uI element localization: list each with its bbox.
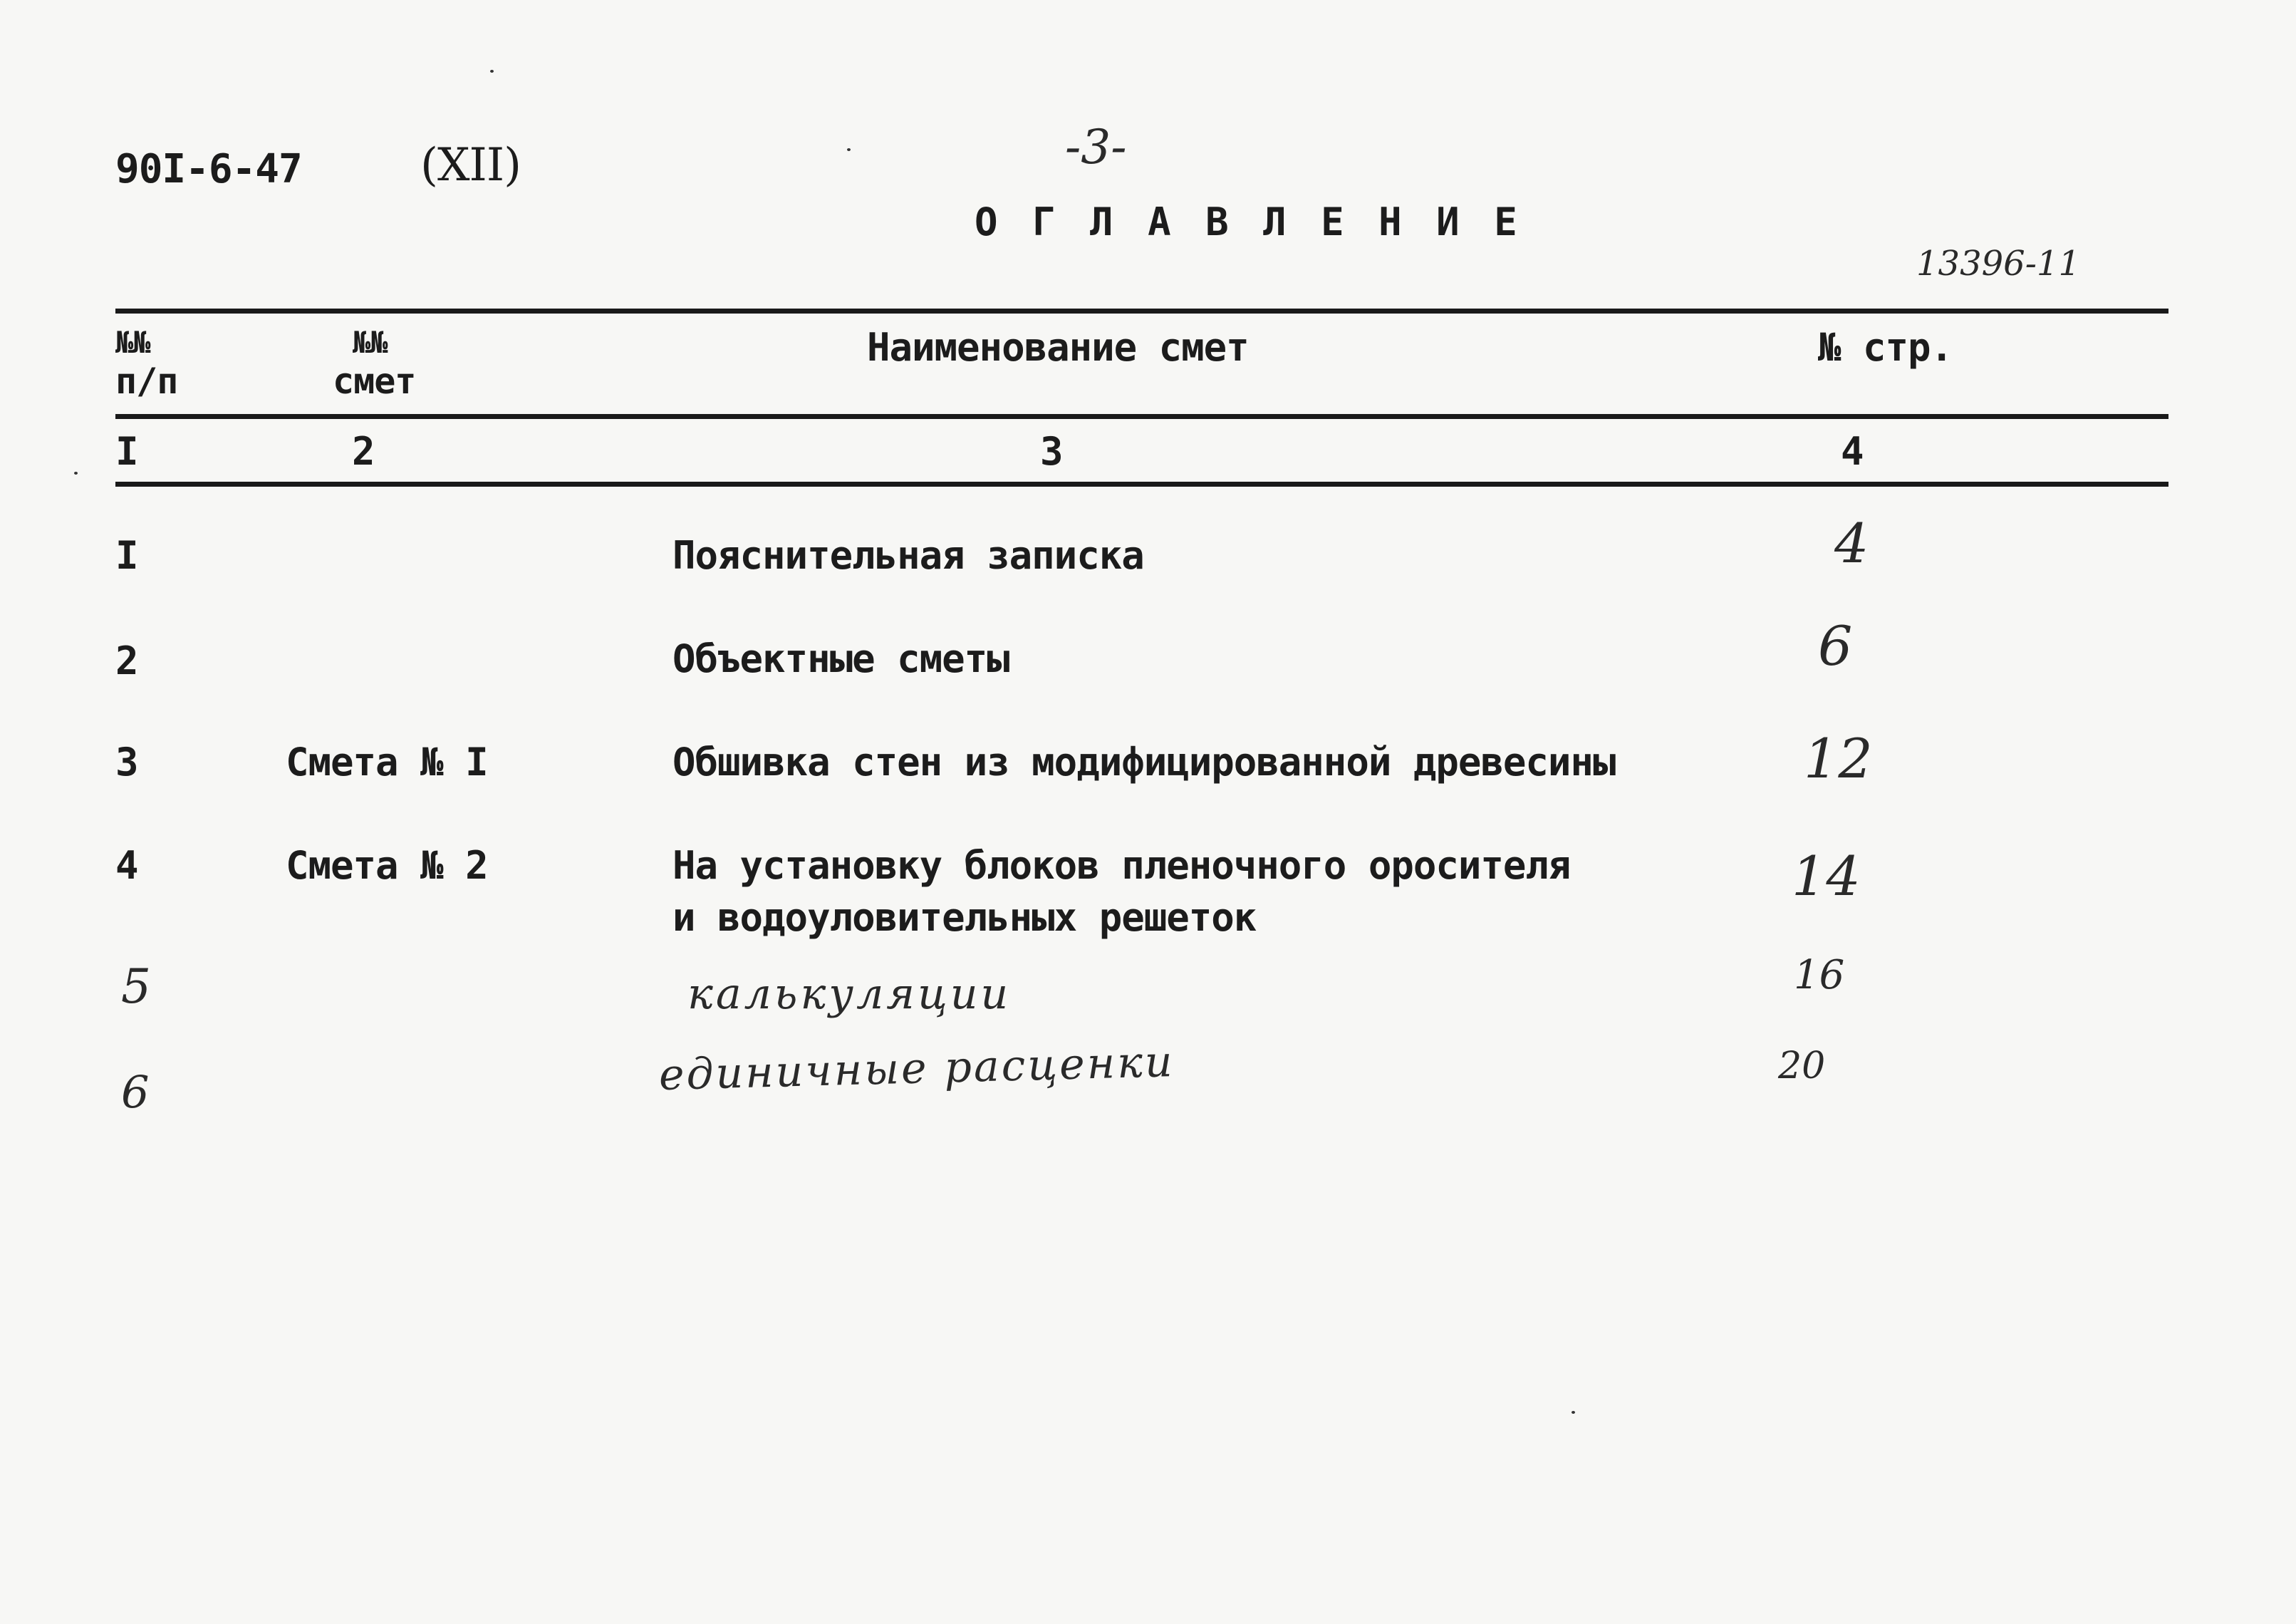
header-row-number-line1: №№ bbox=[115, 325, 150, 360]
table-row-4-number: 4 bbox=[115, 843, 138, 888]
table-row-6-page: 20 bbox=[1778, 1045, 1826, 1087]
document-code: 90I-6-47 bbox=[115, 146, 302, 192]
table-row-5-number: 5 bbox=[121, 959, 151, 1014]
table-row-2-name: Объектные сметы bbox=[672, 636, 1009, 681]
table-row-6-name: единичные расценки bbox=[658, 1037, 1175, 1100]
table-row-6-number: 6 bbox=[121, 1066, 150, 1118]
table-row-1-page: 4 bbox=[1834, 512, 1869, 575]
table-row-3-estimate: Смета № I bbox=[286, 740, 488, 785]
table-row-1-number: I bbox=[115, 533, 138, 578]
header-estimate-number-line2: смет bbox=[333, 361, 416, 402]
scan-speck bbox=[847, 148, 851, 151]
table-row-4-estimate: Смета № 2 bbox=[286, 843, 488, 888]
table-row-2-page: 6 bbox=[1818, 614, 1853, 678]
header-estimate-name: Наименование смет bbox=[867, 325, 1249, 370]
table-row-5-name: калькуляции bbox=[687, 969, 1012, 1019]
archive-number: 13396-11 bbox=[1916, 244, 2080, 284]
column-number-3: 3 bbox=[1040, 429, 1063, 474]
table-row-4-name-line2: и водоуловительных решеток bbox=[672, 895, 1257, 940]
column-number-2: 2 bbox=[352, 429, 375, 474]
column-number-4: 4 bbox=[1841, 429, 1864, 474]
column-numbers-rule bbox=[115, 482, 2168, 487]
table-row-3-page: 12 bbox=[1804, 727, 1873, 790]
header-bottom-rule bbox=[115, 414, 2168, 419]
table-row-1-name: Пояснительная записка bbox=[672, 533, 1144, 578]
table-row-3-name: Обшивка стен из модифицированной древесины bbox=[672, 740, 1616, 785]
page-title: О Г Л А В Л Е Н И Е bbox=[975, 200, 1523, 244]
header-estimate-number-line1: №№ bbox=[353, 325, 388, 360]
scan-speck bbox=[490, 70, 494, 73]
table-row-3-number: 3 bbox=[115, 740, 138, 785]
scan-speck bbox=[74, 472, 78, 475]
table-row-4-name-line1: На установку блоков пленочного оросителя bbox=[672, 843, 1571, 888]
volume-number: (XII) bbox=[420, 139, 521, 192]
scan-speck bbox=[1572, 1411, 1575, 1414]
table-top-rule bbox=[115, 309, 2168, 314]
table-row-5-page: 16 bbox=[1794, 952, 1845, 998]
table-row-2-number: 2 bbox=[115, 638, 138, 683]
column-number-1: I bbox=[115, 429, 138, 474]
header-row-number-line2: п/п bbox=[115, 361, 178, 402]
table-row-4-page: 14 bbox=[1792, 844, 1861, 908]
page-number: -3- bbox=[1065, 120, 1127, 175]
header-page-number: № стр. bbox=[1818, 325, 1953, 370]
